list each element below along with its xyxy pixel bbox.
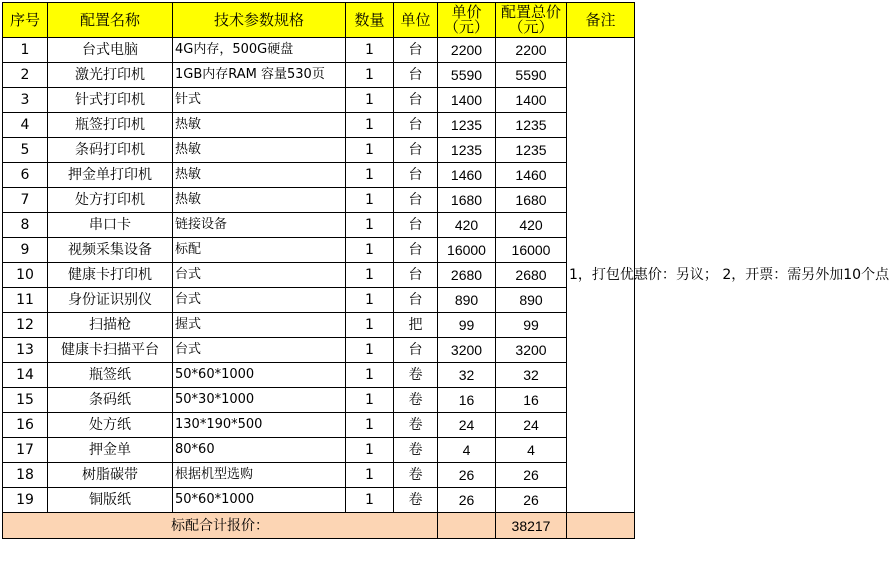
cell-spec: 50*30*1000 [173, 388, 346, 413]
cell-total-price: 1235 [496, 113, 567, 138]
cell-spec: 热敏 [173, 113, 346, 138]
cell-name: 铜版纸 [48, 488, 173, 513]
cell-qty: 1 [346, 163, 394, 188]
cell-name: 处方纸 [48, 413, 173, 438]
cell-seq: 6 [3, 163, 48, 188]
cell-name: 瓶签纸 [48, 363, 173, 388]
table-row [3, 463, 635, 488]
table-row [3, 413, 635, 438]
cell-seq: 8 [3, 213, 48, 238]
header-remark: 备注 [567, 3, 635, 38]
cell-unit: 卷 [394, 488, 438, 513]
cell-unit: 台 [394, 238, 438, 263]
cell-spec: 台式 [173, 288, 346, 313]
cell-total-price: 2680 [496, 263, 567, 288]
cell-unit-price: 1235 [438, 138, 496, 163]
cell-spec: 80*60 [173, 438, 346, 463]
cell-qty: 1 [346, 138, 394, 163]
cell-qty: 1 [346, 388, 394, 413]
cell-seq: 2 [3, 63, 48, 88]
table-row [3, 63, 635, 88]
cell-name: 扫描枪 [48, 313, 173, 338]
cell-name: 条码打印机 [48, 138, 173, 163]
quotation-table [2, 2, 889, 539]
table-row [3, 213, 635, 238]
total-value: 38217 [496, 513, 567, 539]
cell-seq: 16 [3, 413, 48, 438]
cell-qty: 1 [346, 63, 394, 88]
table-row [3, 88, 635, 113]
cell-unit: 卷 [394, 463, 438, 488]
cell-total-price: 16 [496, 388, 567, 413]
cell-spec: 50*60*1000 [173, 488, 346, 513]
cell-qty: 1 [346, 213, 394, 238]
table-row [3, 313, 635, 338]
cell-unit: 把 [394, 313, 438, 338]
cell-name: 身份证识别仪 [48, 288, 173, 313]
cell-name: 条码纸 [48, 388, 173, 413]
cell-total-price: 890 [496, 288, 567, 313]
cell-seq: 15 [3, 388, 48, 413]
table-row [3, 363, 635, 388]
table-row [3, 288, 635, 313]
cell-name: 树脂碳带 [48, 463, 173, 488]
cell-spec: 针式 [173, 88, 346, 113]
cell-spec: 热敏 [173, 188, 346, 213]
cell-seq: 19 [3, 488, 48, 513]
cell-total-price: 420 [496, 213, 567, 238]
cell-name: 台式电脑 [48, 38, 173, 63]
cell-unit-price: 2200 [438, 38, 496, 63]
total-empty-cell [438, 513, 496, 539]
cell-spec: 标配 [173, 238, 346, 263]
cell-name: 激光打印机 [48, 63, 173, 88]
cell-unit: 台 [394, 163, 438, 188]
cell-total-price: 24 [496, 413, 567, 438]
cell-unit: 台 [394, 113, 438, 138]
cell-seq: 5 [3, 138, 48, 163]
cell-total-price: 26 [496, 488, 567, 513]
cell-name: 视频采集设备 [48, 238, 173, 263]
cell-total-price: 16000 [496, 238, 567, 263]
cell-unit: 台 [394, 138, 438, 163]
cell-spec: 4G内存，500G硬盘 [173, 38, 346, 63]
cell-seq: 13 [3, 338, 48, 363]
cell-unit: 台 [394, 63, 438, 88]
table-row [3, 38, 635, 63]
cell-seq: 11 [3, 288, 48, 313]
cell-total-price: 32 [496, 363, 567, 388]
cell-qty: 1 [346, 238, 394, 263]
cell-unit: 台 [394, 88, 438, 113]
cell-qty: 1 [346, 263, 394, 288]
total-label: 标配合计报价： [3, 513, 438, 539]
table-row [3, 438, 635, 463]
cell-unit-price: 2680 [438, 263, 496, 288]
cell-unit-price: 99 [438, 313, 496, 338]
header-unit-price: 单价（元） [438, 3, 496, 38]
cell-name: 处方打印机 [48, 188, 173, 213]
cell-total-price: 1680 [496, 188, 567, 213]
table-row [3, 113, 635, 138]
cell-seq: 4 [3, 113, 48, 138]
cell-name: 健康卡打印机 [48, 263, 173, 288]
cell-spec: 1GB内存RAM 容量530页 [173, 63, 346, 88]
cell-total-price: 1235 [496, 138, 567, 163]
cell-seq: 18 [3, 463, 48, 488]
cell-seq: 10 [3, 263, 48, 288]
cell-qty: 1 [346, 88, 394, 113]
cell-unit-price: 1460 [438, 163, 496, 188]
cell-unit-price: 16000 [438, 238, 496, 263]
cell-spec: 根据机型选购 [173, 463, 346, 488]
cell-qty: 1 [346, 113, 394, 138]
table-row [3, 188, 635, 213]
cell-total-price: 2200 [496, 38, 567, 63]
cell-total-price: 99 [496, 313, 567, 338]
cell-unit: 台 [394, 288, 438, 313]
cell-qty: 1 [346, 488, 394, 513]
cell-seq: 9 [3, 238, 48, 263]
cell-unit-price: 26 [438, 488, 496, 513]
cell-spec: 台式 [173, 263, 346, 288]
cell-unit-price: 4 [438, 438, 496, 463]
table-row [3, 138, 635, 163]
cell-seq: 17 [3, 438, 48, 463]
cell-unit-price: 1680 [438, 188, 496, 213]
cell-spec: 握式 [173, 313, 346, 338]
cell-spec: 台式 [173, 338, 346, 363]
cell-name: 针式打印机 [48, 88, 173, 113]
cell-qty: 1 [346, 338, 394, 363]
cell-name: 串口卡 [48, 213, 173, 238]
cell-unit-price: 1400 [438, 88, 496, 113]
cell-qty: 1 [346, 413, 394, 438]
table-row [3, 163, 635, 188]
cell-name: 押金单打印机 [48, 163, 173, 188]
header-seq: 序号 [3, 3, 48, 38]
cell-seq: 14 [3, 363, 48, 388]
cell-name: 押金单 [48, 438, 173, 463]
cell-spec: 50*60*1000 [173, 363, 346, 388]
cell-unit-price: 1235 [438, 113, 496, 138]
table-row [3, 263, 635, 288]
cell-unit: 台 [394, 338, 438, 363]
header-total-price: 配置总价（元） [496, 3, 567, 38]
cell-seq: 7 [3, 188, 48, 213]
cell-total-price: 5590 [496, 63, 567, 88]
cell-seq: 12 [3, 313, 48, 338]
total-remark-cell [567, 513, 635, 539]
cell-unit-price: 5590 [438, 63, 496, 88]
cell-unit-price: 32 [438, 363, 496, 388]
cell-spec: 热敏 [173, 163, 346, 188]
cell-unit: 台 [394, 188, 438, 213]
header-row [3, 3, 635, 38]
cell-qty: 1 [346, 188, 394, 213]
cell-unit: 台 [394, 213, 438, 238]
cell-name: 健康卡扫描平台 [48, 338, 173, 363]
cell-unit-price: 26 [438, 463, 496, 488]
cell-spec: 热敏 [173, 138, 346, 163]
cell-qty: 1 [346, 38, 394, 63]
table-row [3, 388, 635, 413]
table-row [3, 238, 635, 263]
cell-unit: 卷 [394, 413, 438, 438]
cell-unit: 卷 [394, 438, 438, 463]
cell-unit-price: 890 [438, 288, 496, 313]
cell-qty: 1 [346, 438, 394, 463]
cell-unit-price: 420 [438, 213, 496, 238]
table-row [3, 338, 635, 363]
remark-note: 1，打包优惠价：另议； 2，开票：需另外加10个点 [567, 38, 635, 513]
cell-total-price: 3200 [496, 338, 567, 363]
cell-unit-price: 16 [438, 388, 496, 413]
header-spec: 技术参数规格 [173, 3, 346, 38]
cell-unit: 卷 [394, 363, 438, 388]
cell-unit-price: 24 [438, 413, 496, 438]
cell-qty: 1 [346, 363, 394, 388]
cell-total-price: 26 [496, 463, 567, 488]
cell-seq: 3 [3, 88, 48, 113]
table-body [3, 38, 889, 513]
cell-name: 瓶签打印机 [48, 113, 173, 138]
cell-total-price: 1400 [496, 88, 567, 113]
cell-unit: 台 [394, 38, 438, 63]
cell-qty: 1 [346, 463, 394, 488]
cell-qty: 1 [346, 288, 394, 313]
cell-unit: 卷 [394, 388, 438, 413]
cell-unit: 台 [394, 263, 438, 288]
header-unit: 单位 [394, 3, 438, 38]
cell-total-price: 4 [496, 438, 567, 463]
cell-qty: 1 [346, 313, 394, 338]
cell-spec: 链接设备 [173, 213, 346, 238]
header-qty: 数量 [346, 3, 394, 38]
header-name: 配置名称 [48, 3, 173, 38]
cell-total-price: 1460 [496, 163, 567, 188]
cell-spec: 130*190*500 [173, 413, 346, 438]
cell-seq: 1 [3, 38, 48, 63]
cell-unit-price: 3200 [438, 338, 496, 363]
total-row [3, 513, 635, 539]
table-row [3, 488, 635, 513]
